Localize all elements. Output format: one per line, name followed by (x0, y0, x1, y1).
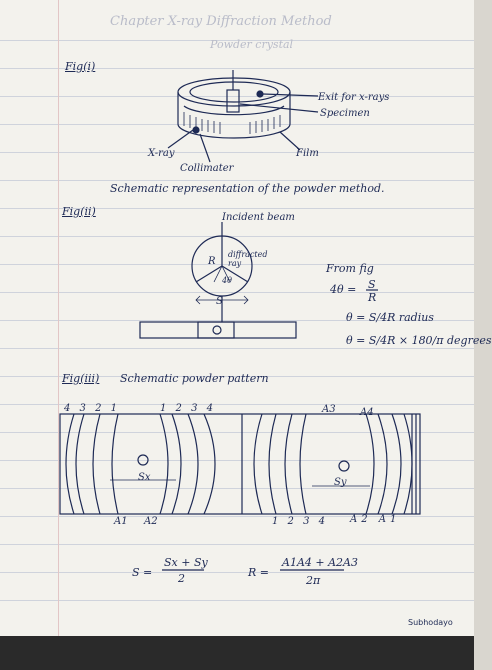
fig3-top-a3: A3 (322, 404, 336, 415)
from-fig-label: From fig (326, 262, 374, 275)
fig3-caption: Schematic powder pattern (120, 372, 269, 385)
eq3: θ = S/4R × 180/π degrees (346, 334, 492, 347)
fig1-label-collimator: Collimater (180, 163, 234, 174)
photo-background-edge (0, 636, 474, 670)
ghost-title: Chapter X-ray Diffraction Method (110, 14, 332, 29)
eq1-numerator: S (368, 278, 376, 291)
fig1-label-xray: X-ray (148, 148, 175, 159)
fig1-tag: Fig(i) (65, 60, 96, 73)
fig2-label-theta: 4θ (222, 276, 232, 285)
ghost-subtitle: Powder crystal (210, 38, 294, 51)
fig2-label-r: R (208, 256, 216, 267)
powder-pattern-drawing (60, 414, 420, 514)
formula-s-numerator: Sx + Sy (164, 556, 208, 569)
eq2: θ = S/4R radius (346, 311, 434, 324)
fig3-top-mid-nums: 1 2 3 4 (160, 403, 216, 414)
fig2-label-incident: Incident beam (222, 212, 295, 223)
fig3-tag: Fig(iii) (62, 372, 100, 385)
fig3-bottom-a2: A2 (144, 516, 158, 527)
formula-r-numerator: A1A4 + A2A3 (282, 556, 358, 569)
fig1-caption: Schematic representation of the powder method. (110, 182, 385, 195)
fig3-bottom-right: A2 A1 (350, 514, 401, 525)
diffraction-geometry-drawing (140, 222, 296, 338)
fig2-tag: Fig(ii) (62, 205, 96, 218)
formula-r-lhs: R = (248, 566, 269, 579)
signature: Subhodayo (408, 618, 453, 627)
fig1-label-film: Film (296, 148, 319, 159)
fig3-bottom-a1: A1 (114, 516, 128, 527)
powder-camera-drawing (168, 70, 318, 162)
fig1-label-specimen: Specimen (320, 108, 370, 119)
fig3-top-a4: A4 (360, 407, 374, 418)
fig3-label-sy: Sy (334, 477, 347, 488)
eq1-lhs: 4θ = (330, 283, 357, 296)
formula-s-denominator: 2 (178, 572, 185, 585)
eq1-denominator: R (368, 291, 377, 304)
fig3-bottom-nums: 1 2 3 4 (272, 516, 328, 527)
fig2-label-s: S (216, 296, 223, 307)
fig3-top-left-nums: 4 3 2 1 (64, 403, 120, 414)
formula-s-lhs: S = (132, 566, 153, 579)
fig3-label-sx: Sx (138, 472, 151, 483)
fig1-label-exit: Exit for x-rays (318, 92, 390, 103)
formula-r-denominator: 2π (306, 574, 321, 587)
fig2-label-diffracted: diffracted ray (228, 250, 268, 268)
